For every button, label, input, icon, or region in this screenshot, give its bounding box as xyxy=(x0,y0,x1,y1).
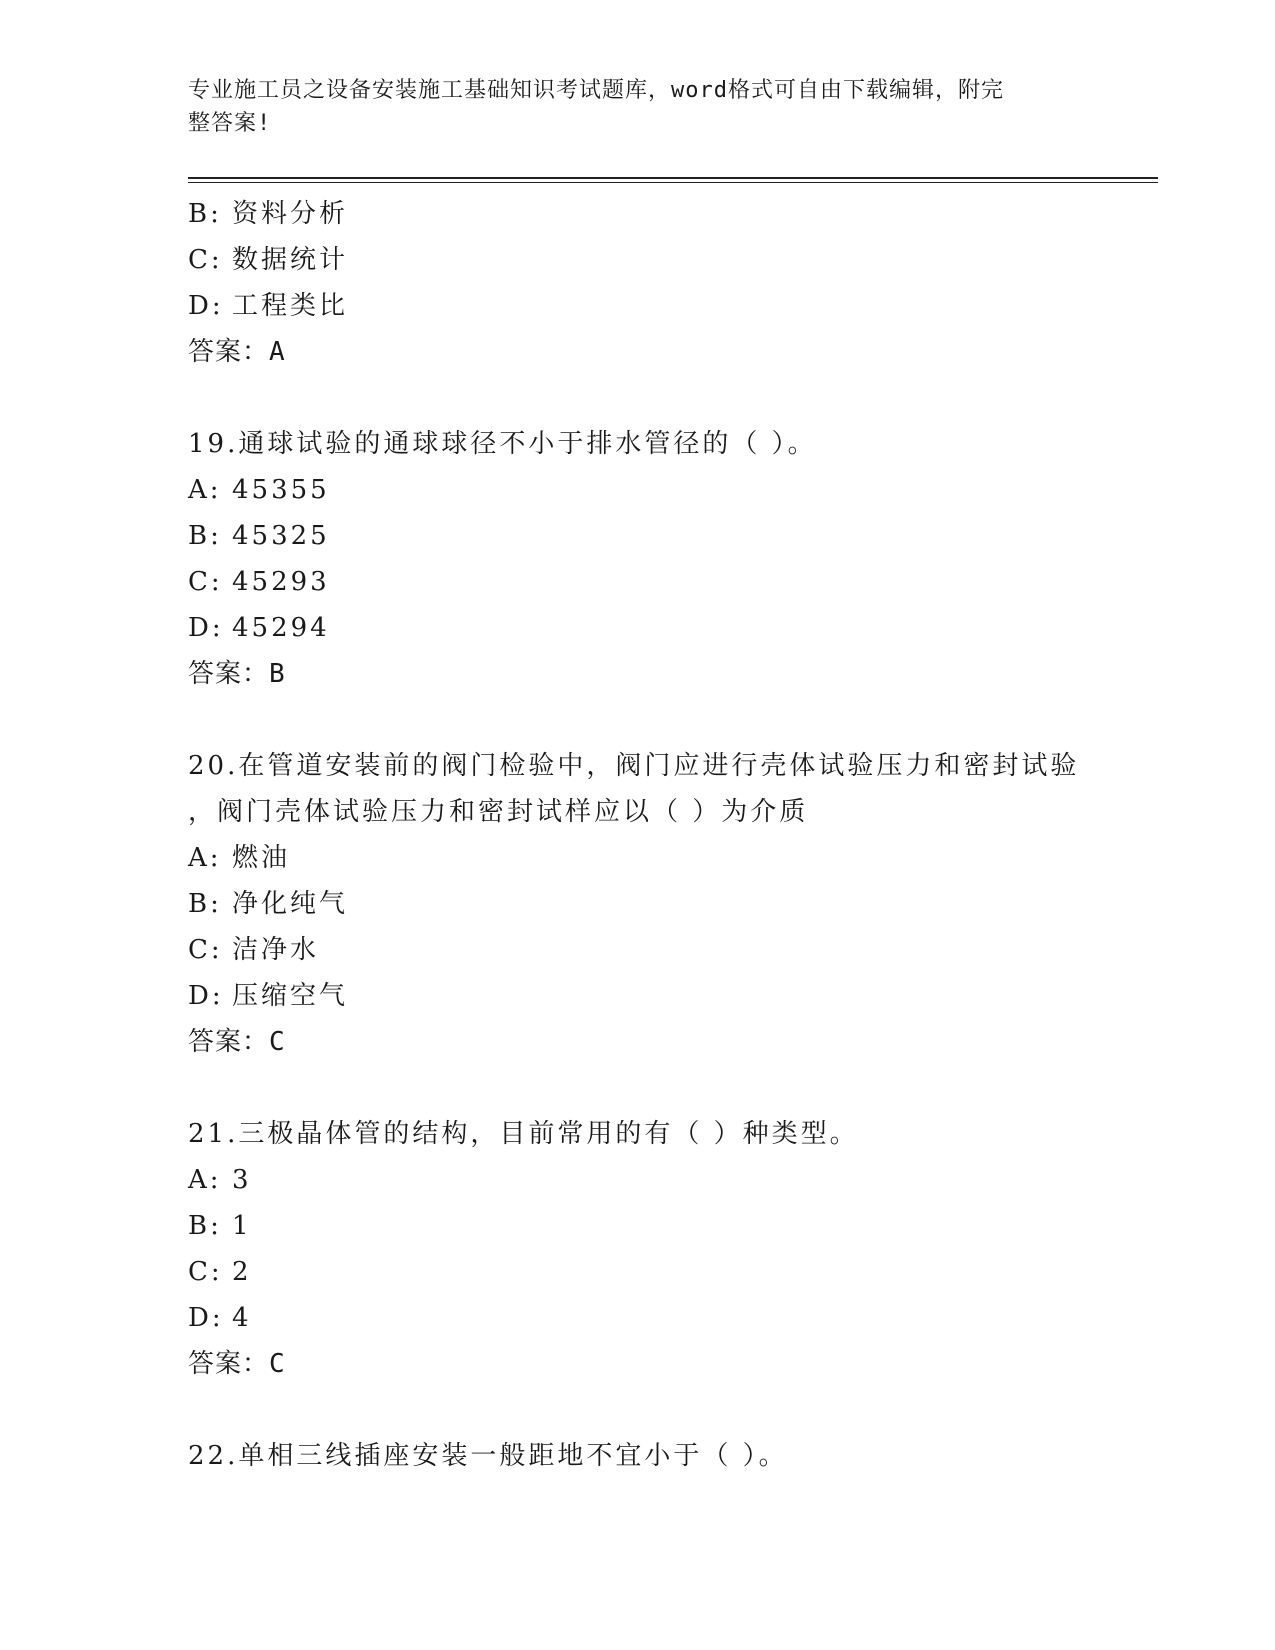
option-text: 1 xyxy=(232,1211,252,1241)
option-row xyxy=(188,1295,1128,1341)
option-text: 压缩空气 xyxy=(232,981,349,1011)
answer-row xyxy=(188,1019,1128,1065)
question-stem: 20.在管道安装前的阀门检验中，阀门应进行壳体试验压力和密封试验 xyxy=(188,751,1080,781)
header-line-1: 专业施工员之设备安装施工基础知识考试题库，word格式可自由下载编辑，附完 xyxy=(188,78,1004,103)
option-key: A: xyxy=(188,475,222,505)
option-row xyxy=(188,559,1128,605)
option-row xyxy=(188,835,1128,881)
header-line-2: 整答案! xyxy=(188,111,272,136)
option-text: 燃油 xyxy=(232,843,291,873)
question-block-22 xyxy=(188,1433,1128,1479)
spacer xyxy=(188,697,1128,743)
option-row xyxy=(188,513,1128,559)
option-key: B: xyxy=(188,521,222,551)
option-row xyxy=(188,191,1128,237)
question-stem-continued: ，阀门壳体试验压力和密封试样应以（ ）为介质 xyxy=(188,797,809,827)
answer-value: B xyxy=(269,659,286,689)
spacer xyxy=(188,375,1128,421)
option-text: 2 xyxy=(232,1257,252,1287)
spacer xyxy=(188,1065,1128,1111)
question-stem: 19.通球试验的通球球径不小于排水管径的（ ）。 xyxy=(188,429,817,459)
option-row xyxy=(188,1249,1128,1295)
question-stem: 22.单相三线插座安装一般距地不宜小于（ ）。 xyxy=(188,1441,788,1471)
option-key: A: xyxy=(188,843,222,873)
option-row xyxy=(188,927,1128,973)
option-row xyxy=(188,605,1128,651)
option-text: 45355 xyxy=(232,475,330,505)
answer-value: C xyxy=(269,1027,286,1057)
answer-value: C xyxy=(269,1349,286,1379)
question-list xyxy=(188,191,1128,1479)
answer-row xyxy=(188,1341,1128,1387)
option-text: 数据统计 xyxy=(232,245,349,275)
option-row xyxy=(188,283,1128,329)
option-key: C: xyxy=(188,245,223,275)
option-text: 45294 xyxy=(232,613,330,643)
question-block-18 xyxy=(188,191,1128,375)
option-text: 4 xyxy=(232,1303,252,1333)
option-row xyxy=(188,1203,1128,1249)
option-key: D: xyxy=(188,981,224,1011)
option-key: C: xyxy=(188,1257,223,1287)
option-key: D: xyxy=(188,291,224,321)
option-key: B: xyxy=(188,1211,222,1241)
option-key: B: xyxy=(188,889,222,919)
option-key: D: xyxy=(188,613,224,643)
answer-label: 答案： xyxy=(188,659,270,689)
option-key: C: xyxy=(188,935,223,965)
option-row xyxy=(188,881,1128,927)
option-text: 45325 xyxy=(232,521,330,551)
question-block-19 xyxy=(188,421,1128,697)
answer-label: 答案： xyxy=(188,337,270,367)
option-key: C: xyxy=(188,567,223,597)
question-block-20 xyxy=(188,743,1128,1065)
option-row xyxy=(188,1157,1128,1203)
option-text: 3 xyxy=(232,1165,252,1195)
spacer xyxy=(188,1387,1128,1433)
header-divider-thin xyxy=(188,182,1158,183)
answer-value: A xyxy=(269,337,286,367)
answer-label: 答案： xyxy=(188,1349,270,1379)
question-block-21 xyxy=(188,1111,1128,1387)
option-row xyxy=(188,973,1128,1019)
page-header xyxy=(188,74,1068,140)
header-divider-thick xyxy=(188,177,1158,179)
question-stem: 21.三极晶体管的结构，目前常用的有（ ）种类型。 xyxy=(188,1119,859,1149)
option-text: 净化纯气 xyxy=(232,889,349,919)
option-text: 资料分析 xyxy=(232,199,349,229)
answer-row xyxy=(188,651,1128,697)
option-row xyxy=(188,467,1128,513)
option-text: 45293 xyxy=(232,567,330,597)
option-row xyxy=(188,237,1128,283)
option-key: D: xyxy=(188,1303,224,1333)
option-key: A: xyxy=(188,1165,222,1195)
answer-row xyxy=(188,329,1128,375)
option-key: B: xyxy=(188,199,222,229)
option-text: 洁净水 xyxy=(232,935,320,965)
answer-label: 答案： xyxy=(188,1027,270,1057)
option-text: 工程类比 xyxy=(232,291,349,321)
